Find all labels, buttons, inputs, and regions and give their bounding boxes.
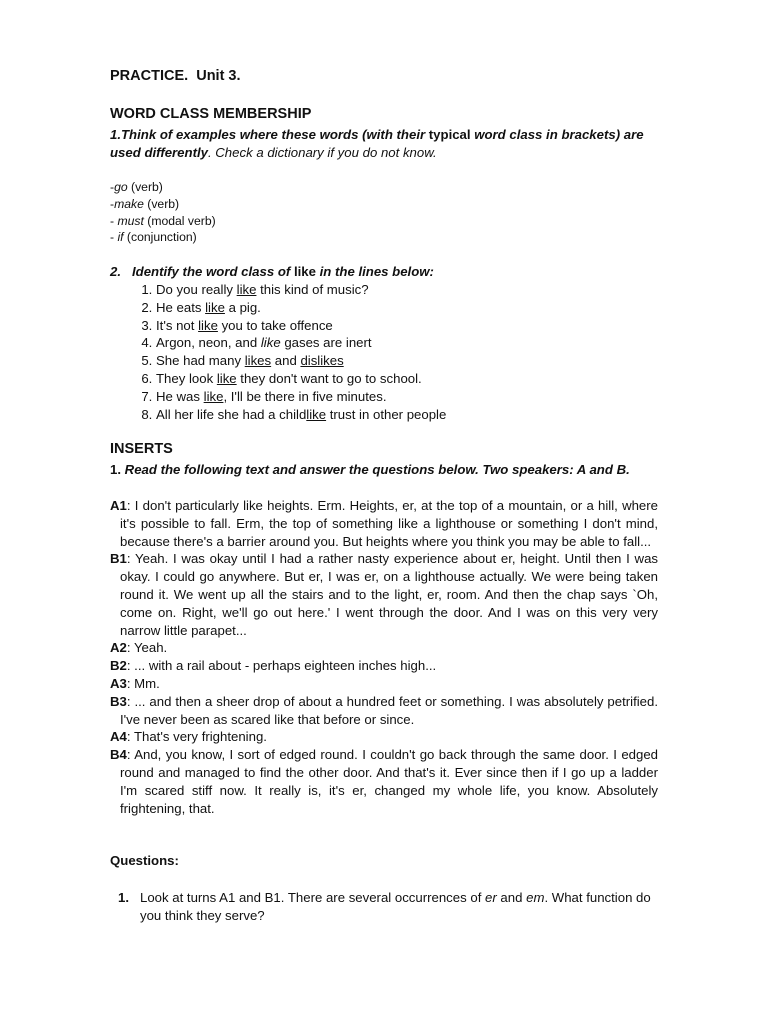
word-list [110, 179, 660, 246]
word: make [114, 196, 144, 211]
sentence-text: They look [156, 370, 217, 386]
speaker-label: B1 [110, 551, 127, 567]
word-prefix: - [110, 230, 118, 245]
word: go [114, 180, 128, 194]
list-item [156, 352, 660, 370]
dialogue [110, 497, 658, 817]
word-list-item [110, 196, 660, 213]
question-term: em [526, 890, 545, 905]
speaker-label: A1 [110, 498, 127, 513]
sentence-text: He eats [156, 299, 206, 315]
dialogue-turn [110, 550, 658, 639]
sentence-text: Do you really [156, 282, 237, 297]
task-1-instructions [110, 126, 660, 162]
word-prefix: - [110, 180, 115, 194]
questions-heading: Questions: [110, 853, 179, 868]
list-item [156, 370, 660, 388]
word-prefix: - [110, 196, 115, 211]
underlined-word: like [203, 388, 224, 404]
word-class: (verb) [127, 180, 163, 194]
sentence-text: trust in other people [326, 406, 447, 422]
section-heading-word-class: WORD CLASS MEMBERSHIP [110, 106, 312, 122]
inserts-task-number: 1. [110, 462, 121, 477]
page-title [110, 68, 660, 86]
sentence-text: a pig. [224, 299, 261, 315]
sentence-text: Argon, neon, and [156, 335, 261, 351]
speaker-label: B3 [110, 693, 127, 709]
list-item [156, 281, 660, 299]
list-item [156, 388, 660, 406]
dialogue-turn [110, 657, 658, 675]
task-2-word: like [293, 264, 316, 279]
sentence-text: He was [156, 388, 204, 404]
list-item [156, 299, 660, 317]
dialogue-turn [110, 639, 658, 657]
word-list-item [110, 213, 660, 230]
speaker-label: B2 [110, 658, 127, 674]
word-list-item [110, 179, 660, 196]
word-class: (modal verb) [143, 213, 216, 228]
word-class: (verb) [143, 196, 180, 211]
sentence-text: , I'll be there in five minutes. [223, 388, 387, 404]
inserts-task-1 [110, 461, 660, 479]
word: must [117, 213, 144, 228]
question-item [118, 889, 660, 925]
underlined-word: like [236, 282, 257, 297]
word-prefix: - [110, 213, 118, 228]
like-sentence-list [110, 281, 660, 423]
task-2-text-a: Identify the word class of [132, 264, 294, 279]
question-text: . What function do you think they serve? [140, 890, 651, 923]
speaker-label: B4 [110, 747, 127, 763]
question-text: and [496, 890, 527, 905]
speaker-label: A4 [110, 729, 127, 745]
turn-text: : ... with a rail about - perhaps eighteen inches high... [126, 658, 437, 674]
underlined-word: like [205, 299, 225, 315]
dialogue-turn [110, 675, 658, 693]
task-2-instructions [110, 263, 660, 281]
task-2-text-b: in the lines below: [315, 264, 434, 279]
underlined-word: dislikes [300, 353, 344, 369]
sentence-text: It's not [156, 317, 199, 333]
word-class: (conjunction) [123, 230, 197, 245]
dialogue-turn [110, 693, 658, 729]
underlined-word: like [306, 406, 327, 422]
speaker-label: A3 [110, 675, 127, 691]
turn-text: : ... and then a sheer drop of about a hundred feet or something. I was absolutely petrified. I've never been as scared like that before or since. [120, 693, 658, 727]
sentence-text: All her life she had a child [156, 406, 307, 422]
sentence-text: gases are inert [280, 335, 372, 351]
list-item [156, 334, 660, 352]
dialogue-turn [110, 497, 658, 550]
list-item [156, 406, 660, 424]
dialogue-turn [110, 746, 658, 817]
dialogue-turn [110, 728, 658, 746]
task-1-number: 1. [110, 127, 121, 142]
word: if [117, 230, 124, 245]
turn-text: : Mm. [126, 675, 160, 691]
title-unit: Unit 3. [196, 68, 241, 84]
underlined-word: like [198, 317, 218, 333]
underlined-word: likes [244, 353, 272, 369]
list-item [156, 317, 660, 335]
title-label: PRACTICE. [110, 68, 189, 84]
sentence-text: you to take offence [217, 317, 333, 333]
speaker-label: A2 [110, 640, 127, 656]
task-2-number: 2. [110, 264, 121, 279]
question-number: 1. [118, 890, 129, 905]
sentence-text: and [271, 353, 301, 369]
turn-text: : And, you know, I sort of edged round. I couldn't go back through the same door. I edged round and managed to find the other door. And that's it. Ever since then if I go up a ladder I'm scared stiff now. It really is, it's er, changed my whole life, you know. Absolutely frightening, that. [120, 747, 658, 816]
underlined-word: like [216, 370, 237, 386]
question-term: er [485, 890, 497, 905]
sentence-text: they don't want to go to school. [236, 370, 422, 386]
task-1-text-a: Think of examples where these words (with their [121, 127, 429, 142]
inserts-task-text: Read the following text and answer the questions below. Two speakers: A and B. [121, 462, 630, 477]
italic-word: like [260, 335, 281, 351]
word-list-item [110, 229, 660, 246]
turn-text: : Yeah. [126, 640, 168, 656]
sentence-text: this kind of music? [256, 282, 369, 297]
task-1-typical: typical [428, 127, 471, 142]
sentence-text: She had many [156, 353, 245, 369]
turn-text: : That's very frightening. [126, 729, 267, 745]
question-text: Look at turns A1 and B1. There are several occurrences of [140, 890, 486, 905]
section-heading-inserts: INSERTS [110, 441, 173, 457]
turn-text: : Yeah. I was okay until I had a rather nasty experience about er, height. Until then I was okay. I could go anywhere. But er, I was er, on a lighthouse actually. We were being taken round it. We went up all the stairs and to the light, er, room. And then the chap says `Oh, come on. Right, we'll go out here.' I went through the door. And I was on this very very narrow little parapet... [120, 551, 658, 638]
task-1-text-b: word class in brackets) are used differently [110, 127, 644, 160]
task-1-text-c: . Check a dictionary if you do not know. [207, 144, 437, 160]
turn-text: : I don't particularly like heights. Erm. Heights, er, at the top of a mountain, or a hill, where it's possible to fall. Erm, the top of something like a lighthouse or something I don't mind, because there's a barrier around you. But heights where you think you may be able to fall... [120, 498, 658, 549]
